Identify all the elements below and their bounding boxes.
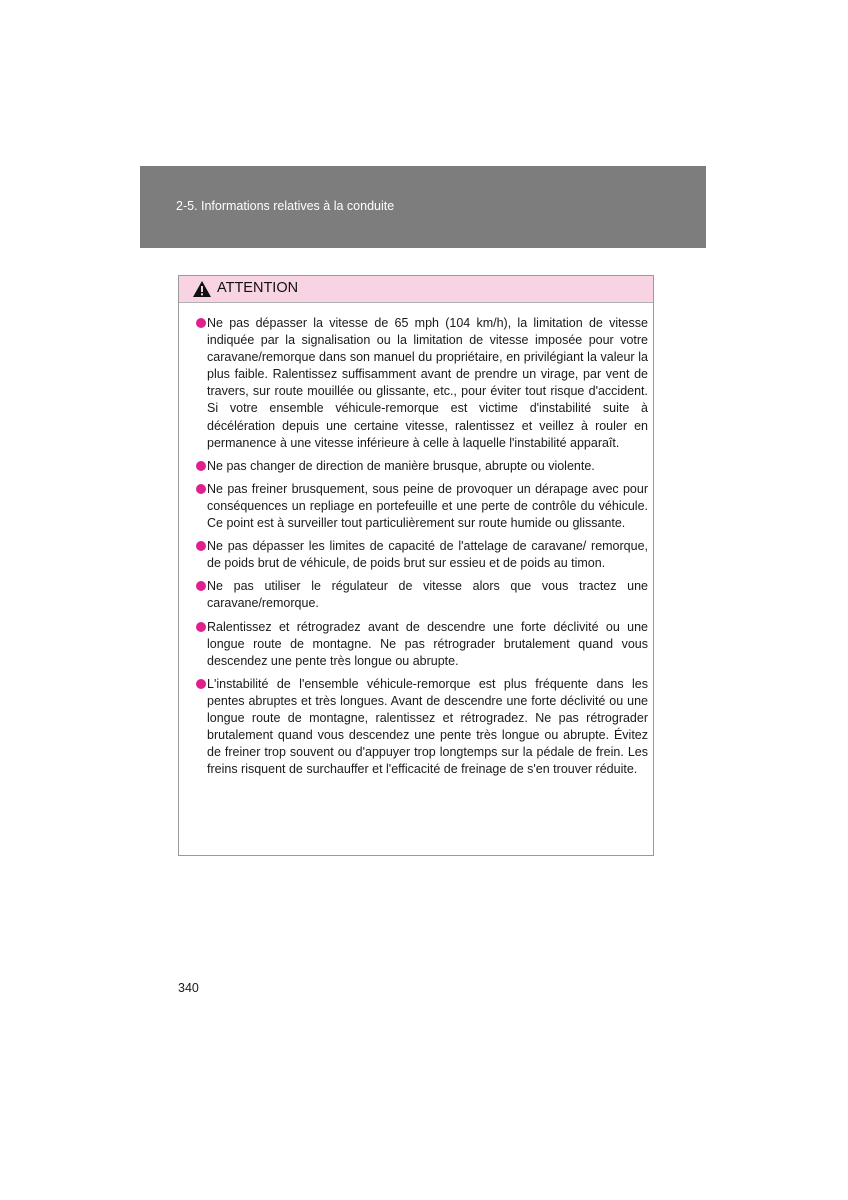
bullet-dot-icon [196,581,206,591]
list-item-text: Ne pas changer de direction de manière brusque, abrupte ou violente. [207,458,595,473]
list-item-text: Ne pas freiner brusquement, sous peine de provoquer un dérapage avec pour conséquences un repliage en portefeuille et une perte de contrôle du véhicule. Ce point est à surveiller tout particulièrement sur route humide ou glissante. [207,481,648,531]
section-header-band [140,166,706,248]
list-item-text: Ne pas utiliser le régulateur de vitesse alors que vous tractez une caravane/remorque. [207,579,648,611]
bullet-dot-icon [196,541,206,551]
section-title: 2-5. Informations relatives à la conduite [176,199,395,213]
attention-title: ATTENTION [217,280,299,296]
list-item [196,481,648,532]
list-item-text: L'instabilité de l'ensemble véhicule-remorque est plus fréquente dans les pentes abruptes et très longues. Avant de descendre une forte déclivité ou une longue route de montagne, ralentissez et rétrogradez. Ne pas rétrograder brutalement quand vous descendez une pente très longue ou abrupte. Évitez de freiner trop souvent ou d'appuyer trop longtemps sur la pédale de frein. Les freins risquent de surchauffer et l'efficacité de freinage de s'en trouver réduite. [207,676,648,777]
bullet-dot-icon [196,318,206,328]
list-item [196,315,648,452]
bullet-dot-icon [196,461,206,471]
list-item-text: Ne pas dépasser la vitesse de 65 mph (104 km/h), la limitation de vitesse indiquée par la signalisation ou la limitation de vitesse imposée pour votre caravane/remorque dans son manuel du propriétaire, en privilégiant la valeur la plus faible. Ralentissez suffisamment avant de prendre un virage, par vent de travers, sur route mouillée ou glissante, etc., pour éviter tout risque d'accident. Si votre ensemble véhicule-remorque est victime d'instabilité suite à décélération depuis une certaine vitesse, ralentissez et veillez à rouler en permanence à une vitesse inférieure à celle à laquelle l'instabilité apparaît. [207,316,648,450]
list-item [196,578,648,612]
attention-list [179,303,653,778]
list-item-text: Ralentissez et rétrogradez avant de descendre une forte déclivité ou une longue route de montagne. Ne pas rétrograder brutalement quand vous descendez une pente très longue ou abrupte. [207,619,648,668]
attention-box [178,275,654,856]
bullet-dot-icon [196,484,206,494]
bullet-dot-icon [196,679,206,689]
list-item [196,458,648,475]
warning-triangle-icon [192,280,212,298]
list-item [196,538,648,572]
list-item [196,619,648,670]
list-item [196,676,648,779]
list-item-text: Ne pas dépasser les limites de capacité de l'attelage de caravane/ remorque, de poids brut de véhicule, de poids brut sur essieu et de poids au timon. [207,539,648,571]
page-number: 340 [178,981,199,995]
bullet-dot-icon [196,622,206,632]
attention-header [179,276,653,303]
